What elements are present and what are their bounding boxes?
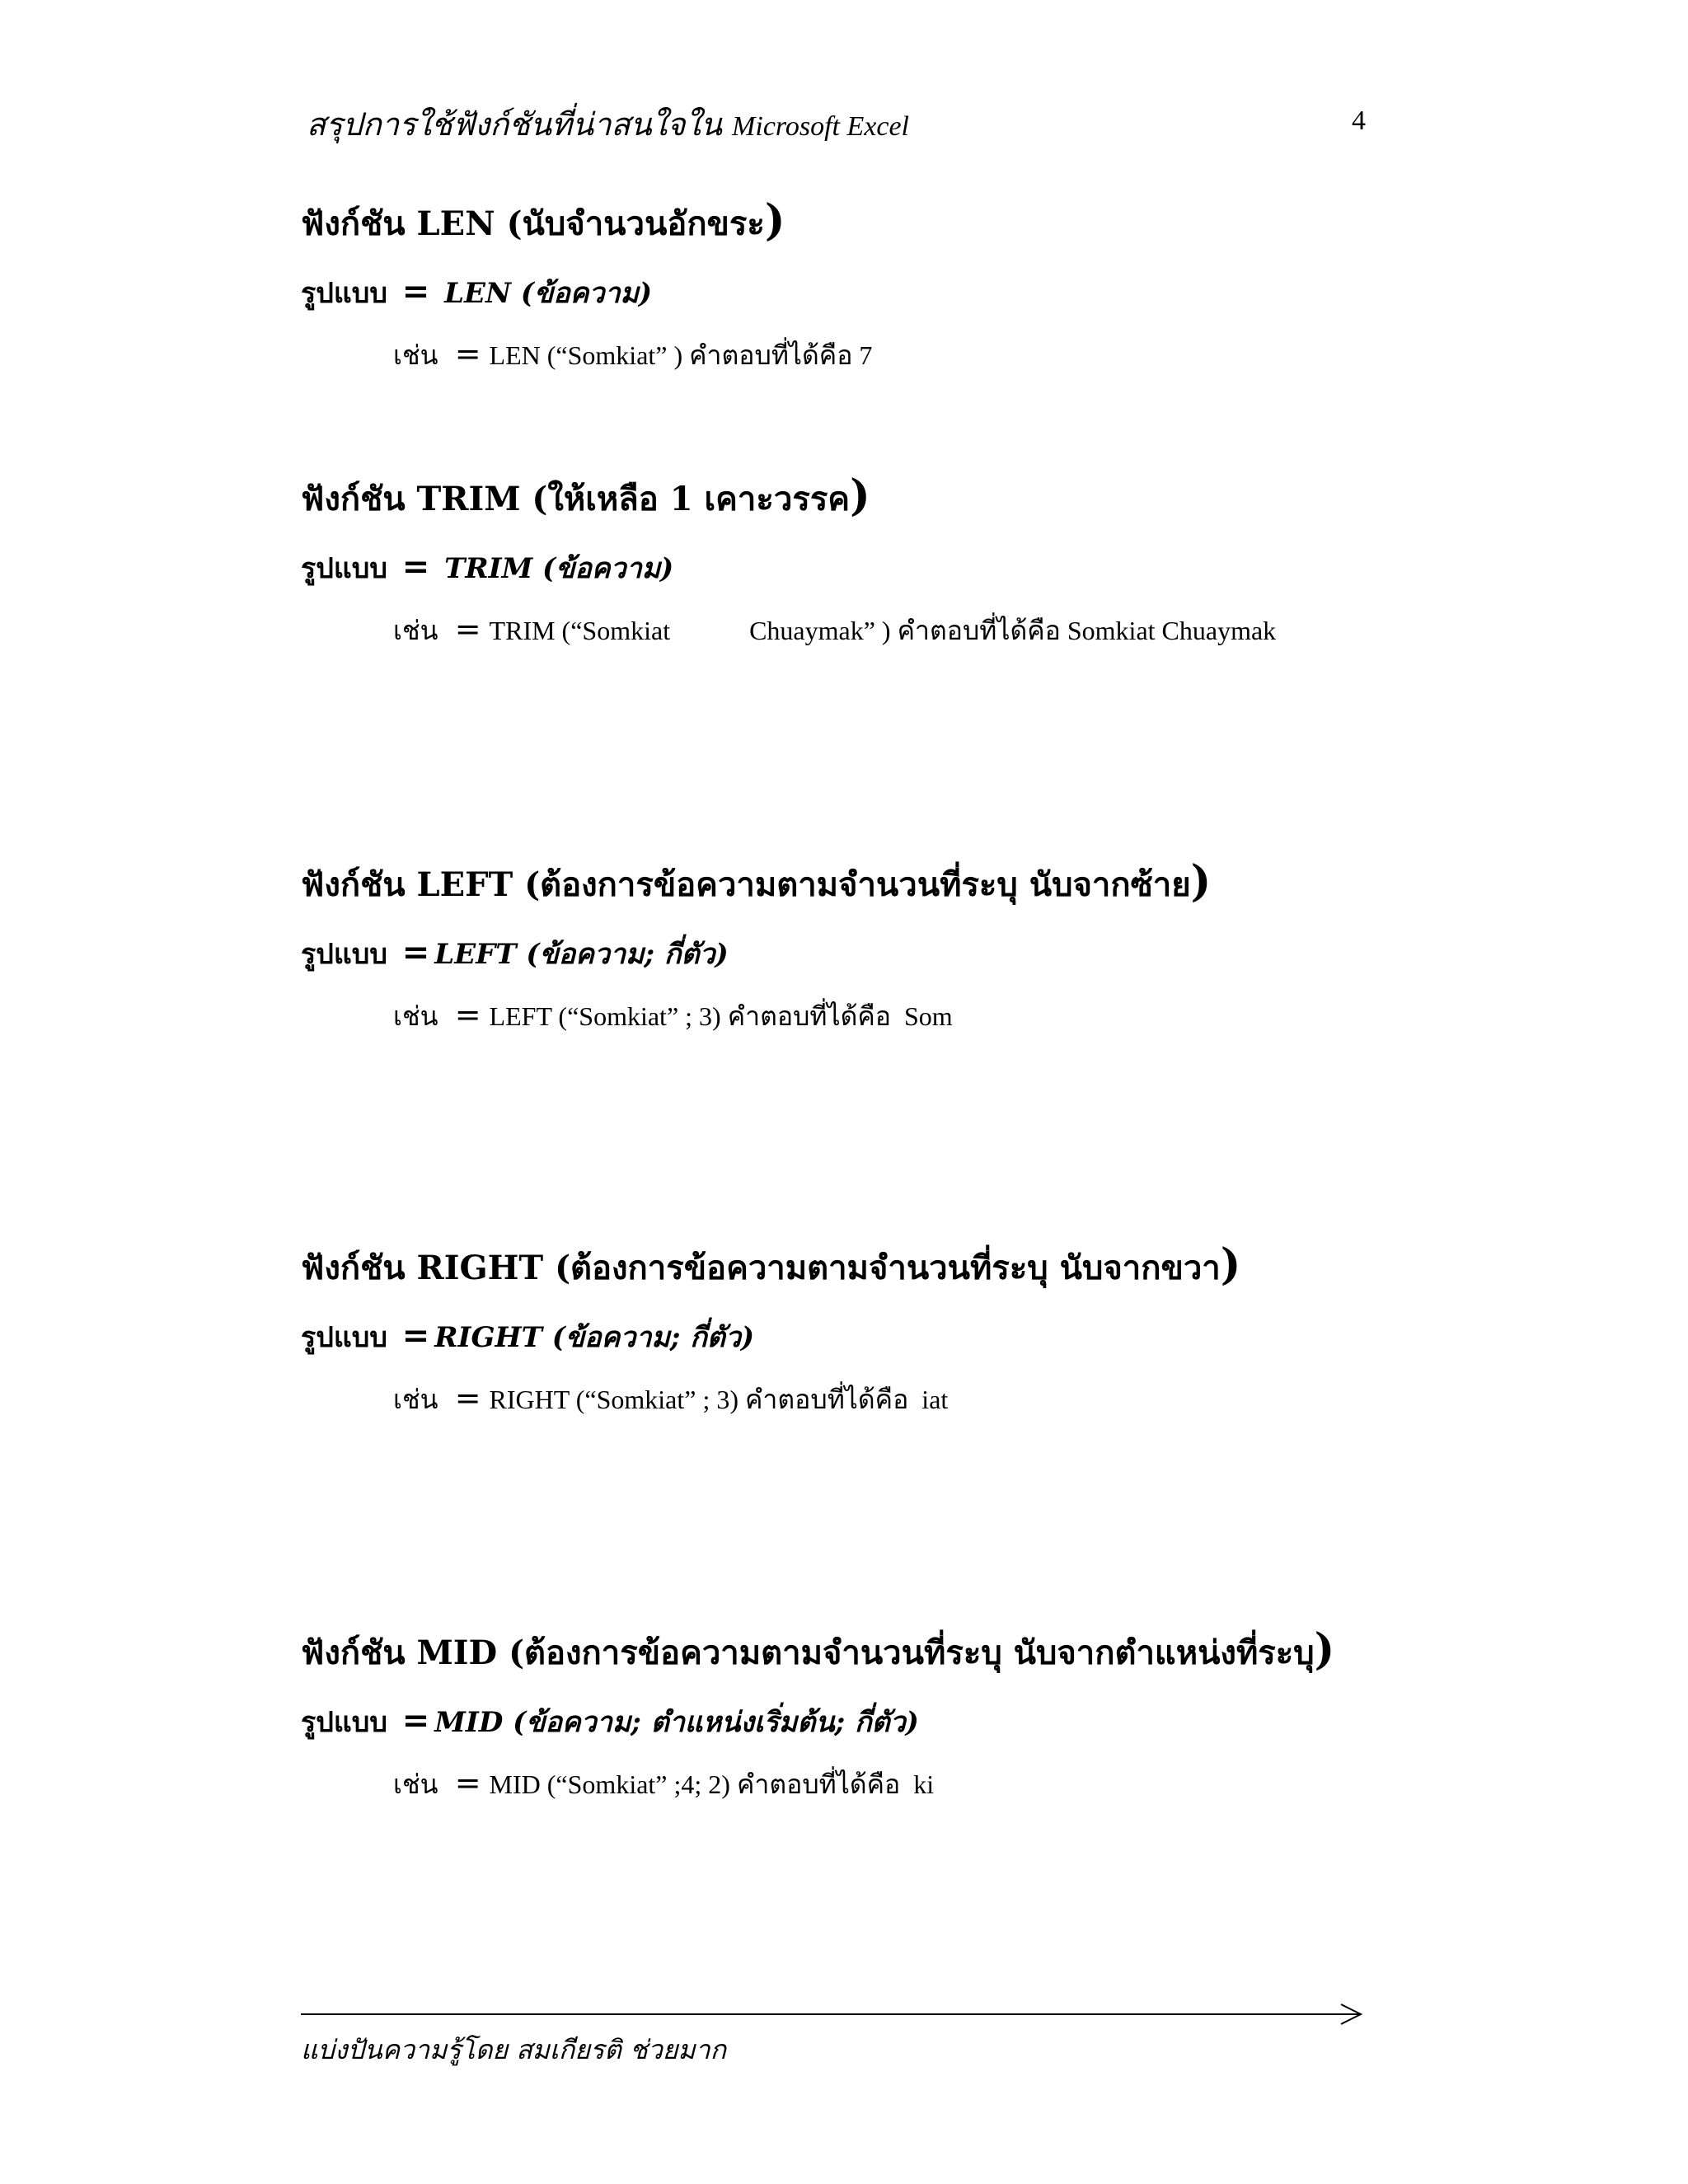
page-header-title [307,99,909,149]
syntax-line: รูปแบบ = LEFT (ข้อความ; กี่ตัว) [301,933,729,972]
footer-arrow-line [301,1998,1364,2031]
page-number: 4 [1352,105,1366,136]
syntax-line: รูปแบบ = TRIM (ข้อความ) [301,547,674,586]
example-line: เช่น = TRIM (“Somkiat Chuaymak” ) คำตอบที่ได้คือ Somkiat Chuaymak [393,611,1277,647]
section-heading: ฟังก์ชัน TRIM (ให้เหลือ 1 เคาะวรรค) [301,471,870,521]
section-heading: ฟังก์ชัน RIGHT (ต้องการข้อความตามจำนวนที่ระบุ นับจากขวา) [301,1240,1241,1290]
section-left [301,857,1455,1035]
example-line: เช่น = LEFT (“Somkiat” ; 3) คำตอบที่ได้คือ Som [393,996,953,1033]
header-title-latin: Microsoft Excel [732,111,909,142]
section-heading: ฟังก์ชัน LEFT (ต้องการข้อความตามจำนวนที่ระบุ นับจากซ้าย) [301,856,1212,907]
section-mid [301,1625,1455,1803]
section-heading: ฟังก์ชัน LEN (นับจำนวนอักขระ) [301,195,785,246]
section-heading: ฟังก์ชัน MID (ต้องการข้อความตามจำนวนที่ระบุ นับจากตำแหน่งที่ระบุ) [301,1624,1335,1675]
syntax-line: รูปแบบ = LEN (ข้อความ) [301,272,653,311]
example-line: เช่น = MID (“Somkiat” ;4; 2) คำตอบที่ได้คือ ki [393,1765,935,1801]
syntax-line: รูปแบบ = MID (ข้อความ; ตำแหน่งเริ่มต้น; กี่ตัว) [301,1701,919,1740]
example-line: เช่น = RIGHT (“Somkiat” ; 3) คำตอบที่ได้คือ iat [393,1380,949,1416]
example-line: เช่น = LEN (“Somkiat” ) คำตอบที่ได้คือ 7 [393,335,873,372]
section-trim [301,471,1455,649]
section-right [301,1240,1455,1418]
footer-credit: แบ่งปันความรู้โดย สมเกียรติ ช่วยมาก [301,2034,726,2065]
header-title-thai: สรุปการใช้ฟังก์ชันที่น่าสนใจใน [307,106,722,143]
syntax-line: รูปแบบ = RIGHT (ข้อความ; กี่ตัว) [301,1316,755,1355]
section-len [301,196,1455,374]
